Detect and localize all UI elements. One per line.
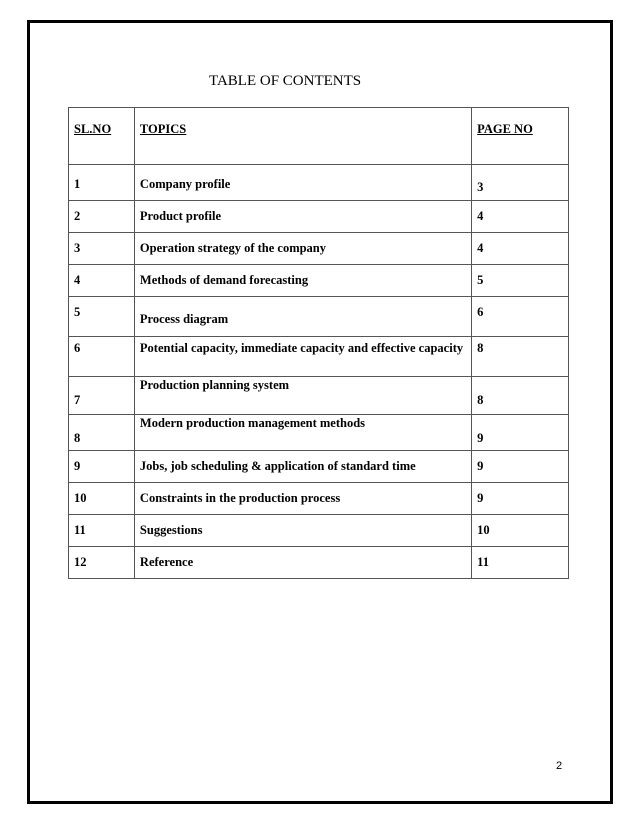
page-number: 2 — [556, 760, 563, 772]
row-topic: Constraints in the production process — [134, 483, 471, 515]
row-slno: 2 — [69, 201, 135, 233]
row-topic: Methods of demand forecasting — [134, 265, 471, 297]
header-topics: TOPICS — [134, 108, 471, 165]
toc-title: TABLE OF CONTENTS — [209, 73, 362, 89]
header-slno: SL.NO — [69, 108, 135, 165]
row-slno: 4 — [69, 265, 135, 297]
table-row — [69, 297, 569, 337]
row-page: 9 — [472, 483, 569, 515]
table-row — [69, 265, 569, 297]
table-row — [69, 415, 569, 451]
row-slno: 1 — [69, 165, 135, 201]
row-slno: 11 — [69, 515, 135, 547]
row-page: 4 — [472, 201, 569, 233]
row-page: 6 — [472, 297, 569, 337]
table-row — [69, 337, 569, 377]
table-header-row — [69, 108, 569, 165]
row-slno: 6 — [69, 337, 135, 377]
row-topic: Product profile — [134, 201, 471, 233]
row-topic: Process diagram — [134, 297, 471, 337]
toc-table — [68, 107, 569, 579]
row-topic: Reference — [134, 547, 471, 579]
row-topic: Production planning system — [134, 377, 471, 415]
table-row — [69, 165, 569, 201]
row-slno: 7 — [69, 377, 135, 415]
table-row — [69, 515, 569, 547]
row-page: 3 — [472, 165, 569, 201]
row-slno: 5 — [69, 297, 135, 337]
row-page: 5 — [472, 265, 569, 297]
row-page: 11 — [472, 547, 569, 579]
row-slno: 10 — [69, 483, 135, 515]
row-slno: 3 — [69, 233, 135, 265]
row-topic: Modern production management methods — [134, 415, 471, 451]
row-page: 9 — [472, 415, 569, 451]
row-slno: 12 — [69, 547, 135, 579]
table-row — [69, 483, 569, 515]
header-page: PAGE NO — [472, 108, 569, 165]
row-topic: Operation strategy of the company — [134, 233, 471, 265]
row-topic: Suggestions — [134, 515, 471, 547]
row-topic: Potential capacity, immediate capacity and effective capacity — [134, 337, 471, 377]
table-row — [69, 201, 569, 233]
row-topic: Company profile — [134, 165, 471, 201]
row-page: 4 — [472, 233, 569, 265]
row-page: 9 — [472, 451, 569, 483]
table-row — [69, 547, 569, 579]
table-row — [69, 233, 569, 265]
row-page: 8 — [472, 377, 569, 415]
row-topic: Jobs, job scheduling & application of standard time — [134, 451, 471, 483]
row-page: 10 — [472, 515, 569, 547]
table-row — [69, 451, 569, 483]
table-row — [69, 377, 569, 415]
row-slno: 8 — [69, 415, 135, 451]
row-page: 8 — [472, 337, 569, 377]
row-slno: 9 — [69, 451, 135, 483]
